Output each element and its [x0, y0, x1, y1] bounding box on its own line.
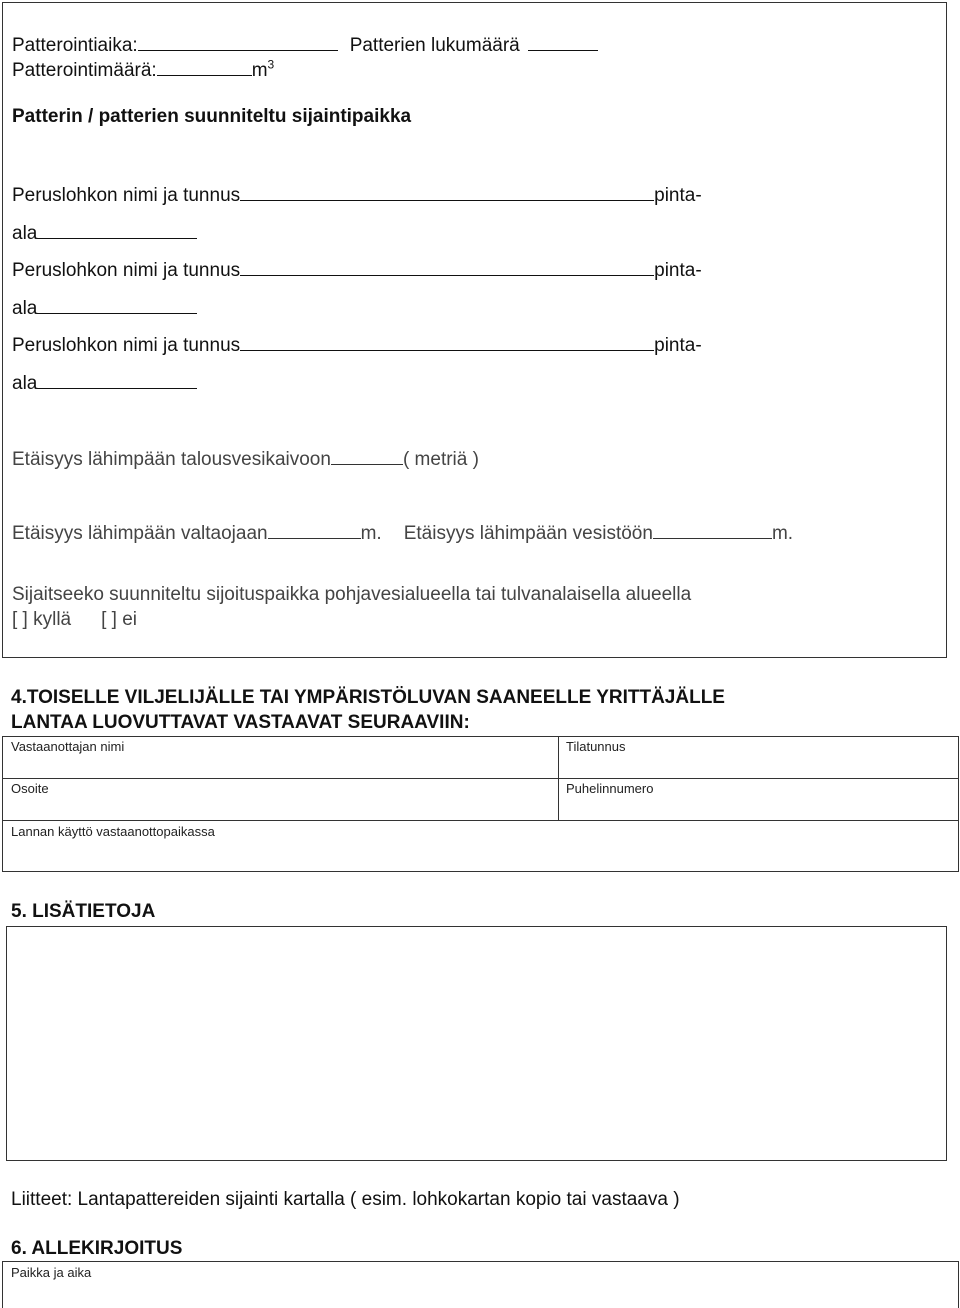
recipient-table-hline-2 — [2, 820, 959, 821]
groundwater-question: Sijaitseeko suunniteltu sijoituspaikka pohjavesialueella tai tulvanalaisella alueella — [12, 584, 692, 605]
block-area-label: pinta- — [654, 185, 702, 206]
section4-heading-line2: LANTAA LUOVUTTAVAT VASTAAVAT SEURAAVIIN: — [11, 712, 470, 733]
groundwater-options — [12, 609, 137, 631]
farm-id-label: Tilatunnus — [566, 739, 626, 754]
pattering-count-field[interactable] — [528, 33, 598, 51]
water-distance-field[interactable] — [653, 521, 772, 539]
pattering-time-label: Patterointiaika: — [12, 35, 138, 56]
pattering-time-field[interactable] — [138, 33, 338, 51]
recipient-table-hline-1 — [2, 778, 959, 779]
block-row-2 — [12, 258, 702, 282]
section6-heading: 6. ALLEKIRJOITUS — [11, 1238, 183, 1259]
option-yes[interactable]: [ ] kyllä — [12, 609, 72, 630]
block-row-2-area — [12, 296, 197, 320]
pattering-amount-field[interactable] — [157, 58, 252, 76]
block-name-field[interactable] — [240, 333, 654, 351]
ditch-distance-field[interactable] — [268, 521, 361, 539]
location-section-box — [2, 2, 947, 658]
block-row-1 — [12, 183, 702, 207]
well-distance-field[interactable] — [331, 447, 403, 465]
additional-info-box[interactable] — [6, 926, 947, 1161]
block-name-label: Peruslohkon nimi ja tunnus — [12, 185, 241, 206]
block-row-3-area — [12, 371, 197, 395]
block-area-label: pinta- — [654, 335, 702, 356]
block-name-field[interactable] — [240, 258, 654, 276]
unit-m: m — [251, 60, 268, 81]
option-no[interactable]: [ ] ei — [101, 609, 138, 630]
well-distance-unit: ( metriä ) — [402, 449, 479, 470]
ditch-distance-label: Etäisyys lähimpään valtaojaan — [12, 523, 268, 544]
pattering-amount-row — [12, 58, 274, 82]
pattering-time-row — [12, 33, 598, 57]
block-row-1-area — [12, 221, 197, 245]
well-distance-row — [12, 447, 479, 471]
manure-use-label: Lannan käyttö vastaanottopaikassa — [11, 824, 215, 839]
water-unit: m. — [771, 523, 794, 544]
phone-label: Puhelinnumero — [566, 781, 654, 796]
block-area-label: pinta- — [654, 260, 702, 281]
block-name-field[interactable] — [240, 183, 654, 201]
pattering-count-label: Patterien lukumäärä — [349, 35, 520, 56]
block-area-field[interactable] — [37, 221, 197, 239]
unit-m-superscript: 3 — [267, 57, 275, 72]
location-heading: Patterin / patterien suunniteltu sijaintipaikka — [12, 106, 412, 127]
block-area-label-cont: ala — [12, 223, 38, 244]
block-name-label: Peruslohkon nimi ja tunnus — [12, 335, 241, 356]
recipient-table — [2, 736, 959, 872]
water-distance-label: Etäisyys lähimpään vesistöön — [403, 523, 653, 544]
attachments-text: Liitteet: Lantapattereiden sijainti kartalla ( esim. lohkokartan kopio tai vastaava ) — [11, 1189, 680, 1210]
signature-box[interactable] — [2, 1261, 959, 1308]
recipient-table-vline — [558, 736, 559, 821]
well-distance-label: Etäisyys lähimpään talousvesikaivoon — [12, 449, 331, 470]
block-area-field[interactable] — [37, 296, 197, 314]
ditch-water-distance-row — [12, 521, 793, 545]
ditch-unit: m. — [360, 523, 382, 544]
pattering-amount-label: Patterointimäärä: — [12, 60, 157, 81]
block-area-label-cont: ala — [12, 373, 38, 394]
section4-heading-line1: 4.TOISELLE VILJELIJÄLLE TAI YMPÄRISTÖLUVAN SAANEELLE YRITTÄJÄLLE — [11, 687, 725, 708]
block-area-label-cont: ala — [12, 298, 38, 319]
section5-heading: 5. LISÄTIETOJA — [11, 901, 156, 922]
block-row-3 — [12, 333, 702, 357]
block-name-label: Peruslohkon nimi ja tunnus — [12, 260, 241, 281]
address-label: Osoite — [11, 781, 49, 796]
block-area-field[interactable] — [37, 371, 197, 389]
place-date-label: Paikka ja aika — [11, 1265, 92, 1280]
recipient-name-label: Vastaanottajan nimi — [11, 739, 125, 754]
